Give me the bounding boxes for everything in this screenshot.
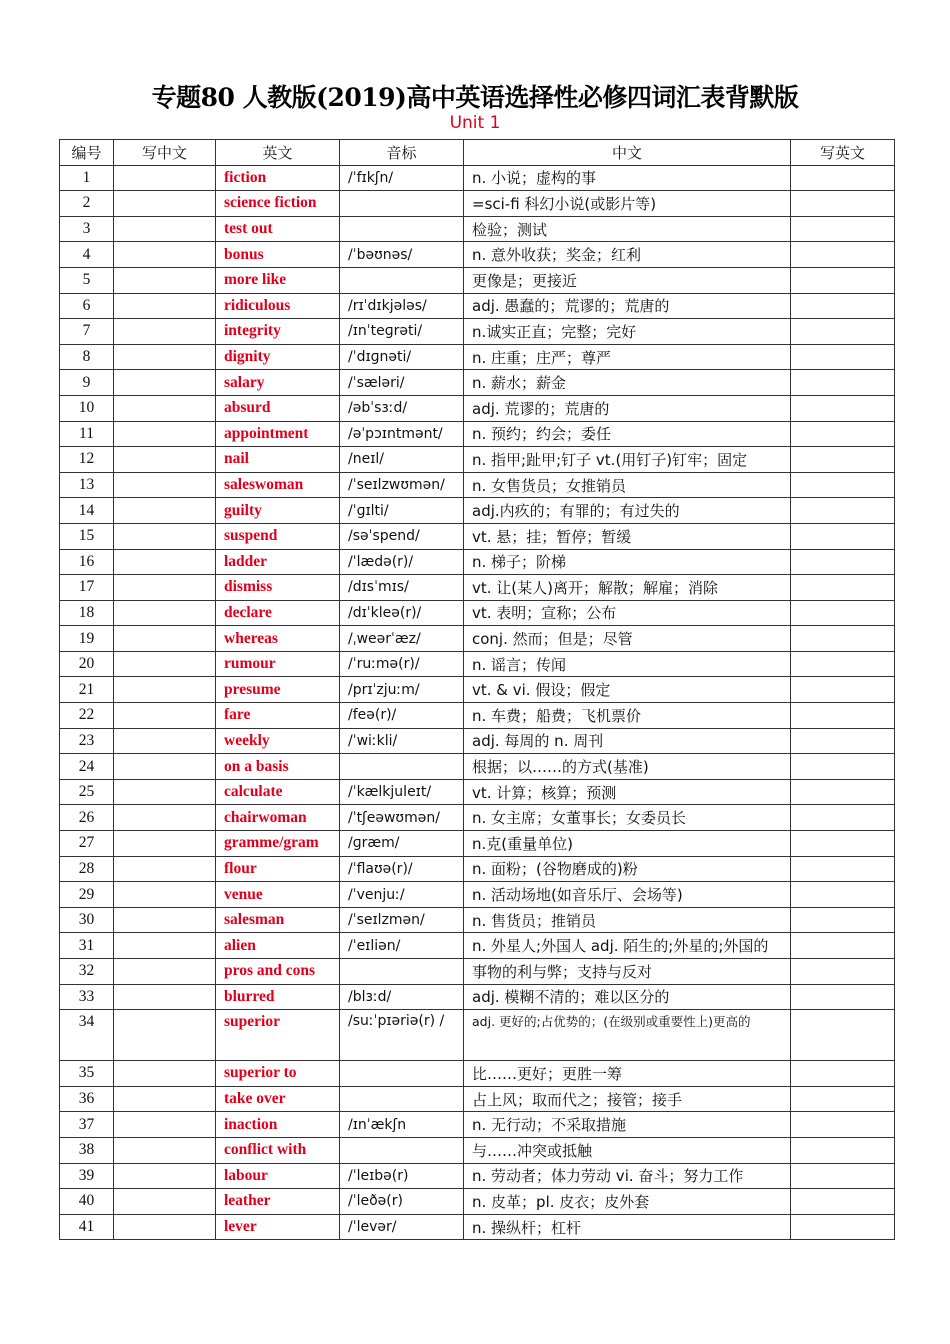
- row-number: 15: [60, 523, 114, 549]
- table-row: [60, 754, 895, 780]
- write-chinese-cell: [114, 933, 216, 959]
- row-number: 14: [60, 498, 114, 524]
- header-english: 英文: [216, 140, 340, 166]
- row-number: 22: [60, 703, 114, 729]
- write-english-cell: [791, 549, 895, 575]
- write-english-cell: [791, 1189, 895, 1215]
- table-row: [60, 933, 895, 959]
- english-word: salesman: [216, 907, 340, 933]
- write-chinese-cell: [114, 1061, 216, 1087]
- write-chinese-cell: [114, 242, 216, 268]
- chinese-meaning: adj. 每周的 n. 周刊: [464, 728, 791, 754]
- write-chinese-cell: [114, 1214, 216, 1240]
- write-chinese-cell: [114, 575, 216, 601]
- table-row: [60, 549, 895, 575]
- english-word: absurd: [216, 395, 340, 421]
- row-number: 17: [60, 575, 114, 601]
- chinese-meaning: n. 女售货员；女推销员: [464, 472, 791, 498]
- table-row: [60, 677, 895, 703]
- english-word: ladder: [216, 549, 340, 575]
- table-row: [60, 1086, 895, 1112]
- write-english-cell: [791, 1214, 895, 1240]
- row-number: 37: [60, 1112, 114, 1138]
- row-number: 33: [60, 984, 114, 1010]
- row-number: 29: [60, 882, 114, 908]
- write-chinese-cell: [114, 831, 216, 857]
- row-number: 41: [60, 1214, 114, 1240]
- table-row: [60, 959, 895, 985]
- english-word: take over: [216, 1086, 340, 1112]
- row-number: 39: [60, 1163, 114, 1189]
- english-word: blurred: [216, 984, 340, 1010]
- write-english-cell: [791, 395, 895, 421]
- chinese-meaning: n. 面粉；(谷物磨成的)粉: [464, 856, 791, 882]
- header-chinese: 中文: [464, 140, 791, 166]
- chinese-meaning: n. 外星人;外国人 adj. 陌生的;外星的;外国的: [464, 933, 791, 959]
- write-english-cell: [791, 242, 895, 268]
- write-chinese-cell: [114, 805, 216, 831]
- write-chinese-cell: [114, 549, 216, 575]
- table-row: [60, 447, 895, 473]
- write-chinese-cell: [114, 1137, 216, 1163]
- english-word: whereas: [216, 626, 340, 652]
- table-body: [60, 165, 895, 1240]
- english-word: superior: [216, 1010, 340, 1061]
- write-english-cell: [791, 677, 895, 703]
- write-chinese-cell: [114, 626, 216, 652]
- row-number: 2: [60, 191, 114, 217]
- english-word: presume: [216, 677, 340, 703]
- table-row: [60, 703, 895, 729]
- row-number: 23: [60, 728, 114, 754]
- english-word: rumour: [216, 651, 340, 677]
- unit-label: Unit 1: [449, 113, 501, 133]
- table-row: [60, 728, 895, 754]
- chinese-meaning: n. 女主席；女董事长；女委员长: [464, 805, 791, 831]
- row-number: 25: [60, 779, 114, 805]
- phonetic: /rɪˈdɪkjələs/: [340, 293, 464, 319]
- chinese-meaning: adj. 模糊不清的；难以区分的: [464, 984, 791, 1010]
- phonetic: /ˈseɪlzwʊmən/: [340, 472, 464, 498]
- chinese-meaning: n. 预约；约会；委任: [464, 421, 791, 447]
- write-chinese-cell: [114, 959, 216, 985]
- row-number: 35: [60, 1061, 114, 1087]
- english-word: fiction: [216, 165, 340, 191]
- phonetic: /ˈkælkjuleɪt/: [340, 779, 464, 805]
- write-chinese-cell: [114, 165, 216, 191]
- chinese-meaning: adj. 愚蠢的；荒谬的；荒唐的: [464, 293, 791, 319]
- phonetic: /ˈvenjuː/: [340, 882, 464, 908]
- english-word: gramme/gram: [216, 831, 340, 857]
- phonetic: /əˈpɔɪntmənt/: [340, 421, 464, 447]
- english-word: conflict with: [216, 1137, 340, 1163]
- write-english-cell: [791, 523, 895, 549]
- chinese-meaning: n. 庄重；庄严；尊严: [464, 344, 791, 370]
- english-word: alien: [216, 933, 340, 959]
- phonetic: /ˈeɪliən/: [340, 933, 464, 959]
- write-english-cell: [791, 498, 895, 524]
- phonetic: /prɪˈzjuːm/: [340, 677, 464, 703]
- table-row: [60, 293, 895, 319]
- write-chinese-cell: [114, 395, 216, 421]
- write-english-cell: [791, 267, 895, 293]
- row-number: 1: [60, 165, 114, 191]
- chinese-meaning: n. 车费；船费；飞机票价: [464, 703, 791, 729]
- phonetic: /ˈwiːkli/: [340, 728, 464, 754]
- english-word: fare: [216, 703, 340, 729]
- phonetic: /ˈflaʊə(r)/: [340, 856, 464, 882]
- write-english-cell: [791, 421, 895, 447]
- phonetic: /suːˈpɪəriə(r) /: [340, 1010, 464, 1061]
- english-word: science fiction: [216, 191, 340, 217]
- table-row: [60, 882, 895, 908]
- phonetic: /ˈtʃeəwʊmən/: [340, 805, 464, 831]
- phonetic: /feə(r)/: [340, 703, 464, 729]
- english-word: integrity: [216, 319, 340, 345]
- write-english-cell: [791, 1061, 895, 1087]
- chinese-meaning: 比……更好；更胜一筹: [464, 1061, 791, 1087]
- phonetic: /ˈsæləri/: [340, 370, 464, 396]
- chinese-meaning: n. 活动场地(如音乐厅、会场等): [464, 882, 791, 908]
- english-word: bonus: [216, 242, 340, 268]
- chinese-meaning: 根据；以……的方式(基准): [464, 754, 791, 780]
- english-word: dismiss: [216, 575, 340, 601]
- phonetic: /ˈdɪɡnəti/: [340, 344, 464, 370]
- write-chinese-cell: [114, 267, 216, 293]
- table-row: [60, 984, 895, 1010]
- english-word: on a basis: [216, 754, 340, 780]
- write-chinese-cell: [114, 370, 216, 396]
- english-word: calculate: [216, 779, 340, 805]
- write-chinese-cell: [114, 216, 216, 242]
- write-english-cell: [791, 1086, 895, 1112]
- write-chinese-cell: [114, 651, 216, 677]
- write-english-cell: [791, 319, 895, 345]
- write-english-cell: [791, 1163, 895, 1189]
- row-number: 19: [60, 626, 114, 652]
- chinese-meaning: vt. 表明；宣称；公布: [464, 600, 791, 626]
- phonetic: /ɪnˈækʃn: [340, 1112, 464, 1138]
- chinese-meaning: n. 意外收获；奖金；红利: [464, 242, 791, 268]
- write-english-cell: [791, 472, 895, 498]
- phonetic: /dɪˈkleə(r)/: [340, 600, 464, 626]
- chinese-meaning: n. 皮革；pl. 皮衣；皮外套: [464, 1189, 791, 1215]
- row-number: 7: [60, 319, 114, 345]
- chinese-meaning: vt. 计算；核算；预测: [464, 779, 791, 805]
- header-num: 编号: [60, 140, 114, 166]
- row-number: 12: [60, 447, 114, 473]
- row-number: 28: [60, 856, 114, 882]
- table-row: [60, 319, 895, 345]
- english-word: weekly: [216, 728, 340, 754]
- write-chinese-cell: [114, 319, 216, 345]
- write-english-cell: [791, 882, 895, 908]
- phonetic: /dɪsˈmɪs/: [340, 575, 464, 601]
- phonetic: [340, 267, 464, 293]
- table-row: [60, 191, 895, 217]
- chinese-meaning: 占上风；取而代之；接管；接手: [464, 1086, 791, 1112]
- write-chinese-cell: [114, 1163, 216, 1189]
- chinese-meaning: 检验；测试: [464, 216, 791, 242]
- english-word: declare: [216, 600, 340, 626]
- english-word: superior to: [216, 1061, 340, 1087]
- table-row: [60, 651, 895, 677]
- header-write-english: 写英文: [791, 140, 895, 166]
- chinese-meaning: n. 梯子；阶梯: [464, 549, 791, 575]
- phonetic: /ˈleɪbə(r): [340, 1163, 464, 1189]
- write-english-cell: [791, 651, 895, 677]
- chinese-meaning: =sci-fi 科幻小说(或影片等): [464, 191, 791, 217]
- chinese-meaning: n. 谣言；传闻: [464, 651, 791, 677]
- row-number: 38: [60, 1137, 114, 1163]
- row-number: 40: [60, 1189, 114, 1215]
- write-chinese-cell: [114, 882, 216, 908]
- table-row: [60, 370, 895, 396]
- write-chinese-cell: [114, 779, 216, 805]
- row-number: 16: [60, 549, 114, 575]
- write-chinese-cell: [114, 984, 216, 1010]
- write-english-cell: [791, 984, 895, 1010]
- chinese-meaning: 事物的利与弊；支持与反对: [464, 959, 791, 985]
- write-chinese-cell: [114, 1189, 216, 1215]
- row-number: 21: [60, 677, 114, 703]
- write-english-cell: [791, 933, 895, 959]
- write-chinese-cell: [114, 344, 216, 370]
- phonetic: [340, 1061, 464, 1087]
- phonetic: [340, 754, 464, 780]
- phonetic: [340, 191, 464, 217]
- table-row: [60, 831, 895, 857]
- page-title: 专题80 人教版(2019)高中英语选择性必修四词汇表背默版: [151, 83, 799, 112]
- phonetic: /ɪnˈteɡrəti/: [340, 319, 464, 345]
- row-number: 27: [60, 831, 114, 857]
- english-word: nail: [216, 447, 340, 473]
- phonetic: /ˈleðə(r): [340, 1189, 464, 1215]
- phonetic: /ˈbəʊnəs/: [340, 242, 464, 268]
- write-chinese-cell: [114, 856, 216, 882]
- english-word: guilty: [216, 498, 340, 524]
- table-row: [60, 856, 895, 882]
- english-word: dignity: [216, 344, 340, 370]
- write-chinese-cell: [114, 447, 216, 473]
- write-chinese-cell: [114, 421, 216, 447]
- row-number: 26: [60, 805, 114, 831]
- english-word: flour: [216, 856, 340, 882]
- chinese-meaning: vt. 悬；挂；暂停；暂缓: [464, 523, 791, 549]
- table-row: [60, 165, 895, 191]
- english-word: venue: [216, 882, 340, 908]
- phonetic: /səˈspend/: [340, 523, 464, 549]
- table-row: [60, 907, 895, 933]
- write-english-cell: [791, 191, 895, 217]
- english-word: inaction: [216, 1112, 340, 1138]
- phonetic: /əbˈsɜːd/: [340, 395, 464, 421]
- write-chinese-cell: [114, 600, 216, 626]
- write-english-cell: [791, 728, 895, 754]
- write-english-cell: [791, 959, 895, 985]
- write-english-cell: [791, 370, 895, 396]
- row-number: 20: [60, 651, 114, 677]
- english-word: lever: [216, 1214, 340, 1240]
- write-english-cell: [791, 626, 895, 652]
- write-english-cell: [791, 344, 895, 370]
- chinese-meaning: n. 售货员；推销员: [464, 907, 791, 933]
- write-english-cell: [791, 216, 895, 242]
- english-word: saleswoman: [216, 472, 340, 498]
- chinese-meaning: conj. 然而；但是；尽管: [464, 626, 791, 652]
- write-english-cell: [791, 447, 895, 473]
- write-chinese-cell: [114, 1010, 216, 1061]
- write-english-cell: [791, 703, 895, 729]
- row-number: 8: [60, 344, 114, 370]
- write-english-cell: [791, 907, 895, 933]
- chinese-meaning: adj. 荒谬的；荒唐的: [464, 395, 791, 421]
- header-phonetic: 音标: [340, 140, 464, 166]
- write-english-cell: [791, 779, 895, 805]
- phonetic: [340, 959, 464, 985]
- table-row: [60, 472, 895, 498]
- english-word: suspend: [216, 523, 340, 549]
- row-number: 13: [60, 472, 114, 498]
- row-number: 5: [60, 267, 114, 293]
- chinese-meaning: n. 薪水；薪金: [464, 370, 791, 396]
- table-row: [60, 1163, 895, 1189]
- write-english-cell: [791, 754, 895, 780]
- write-chinese-cell: [114, 677, 216, 703]
- write-chinese-cell: [114, 191, 216, 217]
- table-row: [60, 1112, 895, 1138]
- phonetic: /ˈlevər/: [340, 1214, 464, 1240]
- write-chinese-cell: [114, 293, 216, 319]
- row-number: 10: [60, 395, 114, 421]
- table-row: [60, 779, 895, 805]
- row-number: 24: [60, 754, 114, 780]
- header-write-chinese: 写中文: [114, 140, 216, 166]
- write-chinese-cell: [114, 498, 216, 524]
- table-row: [60, 575, 895, 601]
- vocabulary-table: [59, 139, 895, 1240]
- write-chinese-cell: [114, 472, 216, 498]
- row-number: 11: [60, 421, 114, 447]
- table-row: [60, 600, 895, 626]
- write-chinese-cell: [114, 907, 216, 933]
- chinese-meaning: 与……冲突或抵触: [464, 1137, 791, 1163]
- write-english-cell: [791, 831, 895, 857]
- chinese-meaning: n.克(重量单位): [464, 831, 791, 857]
- write-english-cell: [791, 575, 895, 601]
- table-row: [60, 395, 895, 421]
- row-number: 31: [60, 933, 114, 959]
- chinese-meaning: n.诚实正直；完整；完好: [464, 319, 791, 345]
- table-row: [60, 1010, 895, 1061]
- table-row: [60, 216, 895, 242]
- phonetic: /ˈfɪkʃn/: [340, 165, 464, 191]
- table-row: [60, 1214, 895, 1240]
- table-row: [60, 626, 895, 652]
- write-english-cell: [791, 293, 895, 319]
- phonetic: [340, 216, 464, 242]
- phonetic: [340, 1137, 464, 1163]
- write-english-cell: [791, 805, 895, 831]
- write-chinese-cell: [114, 754, 216, 780]
- english-word: more like: [216, 267, 340, 293]
- table-row: [60, 1061, 895, 1087]
- table-row: [60, 523, 895, 549]
- phonetic: /ɡræm/: [340, 831, 464, 857]
- chinese-meaning: n. 指甲;趾甲;钉子 vt.(用钉子)钉牢；固定: [464, 447, 791, 473]
- chinese-meaning: n. 无行动；不采取措施: [464, 1112, 791, 1138]
- table-header-row: [60, 140, 895, 166]
- english-word: ridiculous: [216, 293, 340, 319]
- english-word: chairwoman: [216, 805, 340, 831]
- phonetic: /ˈlædə(r)/: [340, 549, 464, 575]
- phonetic: /ˈruːmə(r)/: [340, 651, 464, 677]
- row-number: 4: [60, 242, 114, 268]
- chinese-meaning: adj.内疚的；有罪的；有过失的: [464, 498, 791, 524]
- row-number: 6: [60, 293, 114, 319]
- table-row: [60, 421, 895, 447]
- write-chinese-cell: [114, 703, 216, 729]
- write-chinese-cell: [114, 523, 216, 549]
- write-english-cell: [791, 856, 895, 882]
- english-word: appointment: [216, 421, 340, 447]
- phonetic: /ˈseɪlzmən/: [340, 907, 464, 933]
- chinese-meaning: n. 小说；虚构的事: [464, 165, 791, 191]
- write-chinese-cell: [114, 1112, 216, 1138]
- write-chinese-cell: [114, 728, 216, 754]
- row-number: 18: [60, 600, 114, 626]
- english-word: labour: [216, 1163, 340, 1189]
- row-number: 3: [60, 216, 114, 242]
- phonetic: /neɪl/: [340, 447, 464, 473]
- chinese-meaning: vt. 让(某人)离开；解散；解雇；消除: [464, 575, 791, 601]
- phonetic: [340, 1086, 464, 1112]
- table-row: [60, 1137, 895, 1163]
- write-english-cell: [791, 1010, 895, 1061]
- chinese-meaning: adj. 更好的;占优势的；(在级别或重要性上)更高的: [464, 1010, 791, 1061]
- row-number: 32: [60, 959, 114, 985]
- write-english-cell: [791, 1137, 895, 1163]
- table-row: [60, 1189, 895, 1215]
- table-row: [60, 498, 895, 524]
- table-row: [60, 805, 895, 831]
- row-number: 9: [60, 370, 114, 396]
- english-word: pros and cons: [216, 959, 340, 985]
- write-english-cell: [791, 165, 895, 191]
- chinese-meaning: vt. & vi. 假设；假定: [464, 677, 791, 703]
- english-word: salary: [216, 370, 340, 396]
- phonetic: /ˈɡɪlti/: [340, 498, 464, 524]
- chinese-meaning: 更像是；更接近: [464, 267, 791, 293]
- write-english-cell: [791, 600, 895, 626]
- english-word: leather: [216, 1189, 340, 1215]
- row-number: 36: [60, 1086, 114, 1112]
- table-row: [60, 344, 895, 370]
- chinese-meaning: n. 操纵杆；杠杆: [464, 1214, 791, 1240]
- phonetic: /blɜːd/: [340, 984, 464, 1010]
- row-number: 30: [60, 907, 114, 933]
- table-row: [60, 267, 895, 293]
- phonetic: /ˌweərˈæz/: [340, 626, 464, 652]
- table-row: [60, 242, 895, 268]
- write-chinese-cell: [114, 1086, 216, 1112]
- english-word: test out: [216, 216, 340, 242]
- row-number: 34: [60, 1010, 114, 1061]
- write-english-cell: [791, 1112, 895, 1138]
- chinese-meaning: n. 劳动者；体力劳动 vi. 奋斗；努力工作: [464, 1163, 791, 1189]
